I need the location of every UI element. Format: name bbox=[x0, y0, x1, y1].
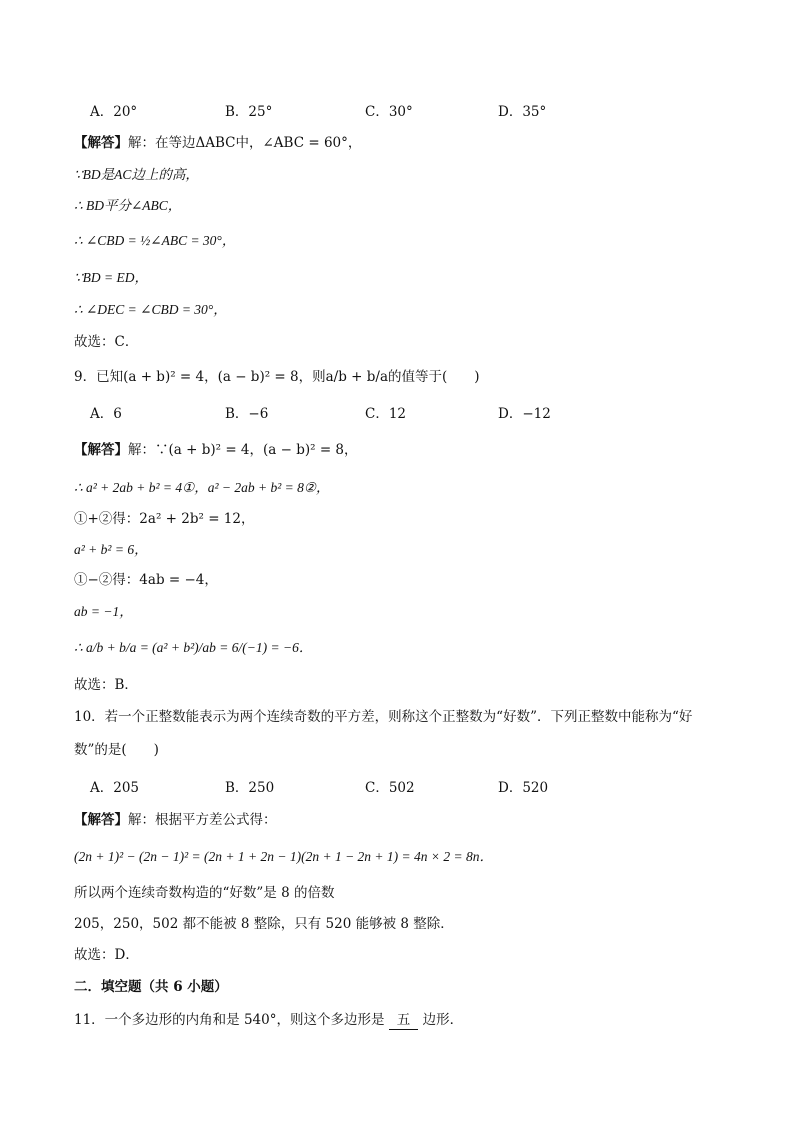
q8-solution-line-7: 故选：C． bbox=[74, 334, 139, 350]
q9-solution-line-1 bbox=[74, 440, 358, 460]
q8-solution-line-3: ∴ BD平分∠ABC， bbox=[74, 198, 182, 213]
q8-solution-line-5: ∵BD = ED， bbox=[74, 270, 148, 285]
q10-option-c[interactable]: C．502 bbox=[365, 780, 415, 796]
q9-solution-line-6: ab = −1， bbox=[74, 604, 133, 619]
q11-stem-before: 11．一个多边形的内角和是 540°，则这个多边形是 bbox=[74, 1012, 385, 1028]
q10-solution-line-3: 所以两个连续奇数构造的“好数”是 8 的倍数 bbox=[74, 885, 335, 901]
q9-options bbox=[90, 404, 730, 424]
q8-solution-line-2: ∵BD是AC边上的高， bbox=[74, 167, 199, 182]
q8-option-a[interactable]: A．20° bbox=[90, 104, 138, 120]
q10-options bbox=[90, 778, 730, 798]
q10-stem-line-2: 数”的是( ) bbox=[74, 742, 159, 758]
q8-option-d[interactable]: D．35° bbox=[498, 104, 547, 120]
section-heading: 二．填空题（共 6 小题） bbox=[74, 979, 228, 995]
q10-option-d[interactable]: D．520 bbox=[498, 780, 549, 796]
q8-solution-line-4: ∴ ∠CBD = ½∠ABC = 30°， bbox=[74, 233, 236, 248]
solution-tag: 【解答】 bbox=[74, 442, 128, 458]
solution-text: 解：根据平方差公式得： bbox=[128, 812, 277, 828]
q8-options bbox=[90, 102, 730, 122]
q9-solution-line-7: ∴ a/b + b/a = (a² + b²)/ab = 6/(−1) = −6． bbox=[74, 640, 313, 655]
q9-option-d[interactable]: D．−12 bbox=[498, 406, 551, 422]
q9-solution-line-5: ①−②得：4ab = −4， bbox=[74, 572, 218, 588]
q10-solution-line-1 bbox=[74, 810, 277, 830]
q8-option-b[interactable]: B．25° bbox=[225, 104, 273, 120]
q10-option-a[interactable]: A．205 bbox=[90, 780, 140, 796]
q11-answer-blank[interactable]: 五 bbox=[389, 1011, 419, 1030]
q10-solution-line-2: (2n + 1)² − (2n − 1)² = (2n + 1 + 2n − 1)(2n + 1 − 2n + 1) = 4n × 2 = 8n． bbox=[74, 849, 493, 864]
q8-solution-line-1 bbox=[74, 133, 361, 153]
q9-solution-line-8: 故选：B． bbox=[74, 677, 138, 693]
q10-solution-line-5: 故选：D． bbox=[74, 947, 139, 963]
q9-option-c[interactable]: C．12 bbox=[365, 406, 407, 422]
q11-stem bbox=[74, 1010, 463, 1030]
q10-solution-line-4: 205，250，502 都不能被 8 整除，只有 520 能够被 8 整除． bbox=[74, 916, 454, 932]
q8-option-c[interactable]: C．30° bbox=[365, 104, 413, 120]
q10-option-b[interactable]: B．250 bbox=[225, 780, 275, 796]
q9-solution-line-4: a² + b² = 6， bbox=[74, 542, 148, 557]
solution-tag: 【解答】 bbox=[74, 812, 128, 828]
solution-tag: 【解答】 bbox=[74, 135, 128, 151]
q10-stem-line-1: 10．若一个正整数能表示为两个连续奇数的平方差，则称这个正整数为“好数”．下列正整数中能称为“好 bbox=[74, 709, 693, 725]
solution-text: 解：∵(a + b)² = 4，(a − b)² = 8， bbox=[128, 442, 358, 458]
q9-stem: 9．已知(a + b)² = 4，(a − b)² = 8，则a/b + b/a的值等于( ) bbox=[74, 369, 480, 385]
q9-option-b[interactable]: B．−6 bbox=[225, 406, 269, 422]
q9-solution-line-3: ①+②得：2a² + 2b² = 12， bbox=[74, 511, 255, 527]
q11-stem-after: 边形． bbox=[422, 1012, 464, 1028]
q9-option-a[interactable]: A．6 bbox=[90, 406, 122, 422]
q9-solution-line-2: ∴ a² + 2ab + b² = 4①，a² − 2ab + b² = 8②， bbox=[74, 480, 330, 495]
solution-text: 解：在等边ΔABC中，∠ABC = 60°， bbox=[128, 135, 362, 151]
q8-solution-line-6: ∴ ∠DEC = ∠CBD = 30°， bbox=[74, 302, 227, 317]
